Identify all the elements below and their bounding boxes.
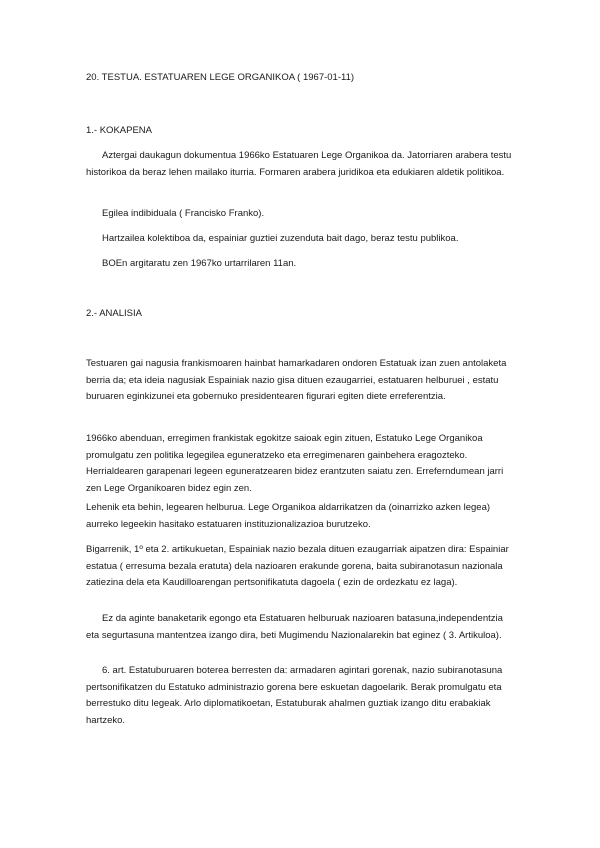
paragraph: Bigarrenik, 1º eta 2. artikukuetan, Espainiak nazio bezala dituen ezaugarriak aipatzen dira: Espainiar estatua ( erresuma bezala eratuta) dela nazioaren erakunde gorena, baita subiranotasun nazionala zatiezina dela eta Kaudilloarengan pertsonifikatuta dagoela ( ezin de ordezkatu ez laga). xyxy=(86,544,509,589)
paragraph: Lehenik eta behin, legearen helburua. Lege Organikoa aldarrikatzen da (oinarrizko azken legea) aurreko legeekin hasitako estatuaren instituzionalizazioa burutzeko. xyxy=(86,502,491,530)
section-heading-kokapena: 1.- KOKAPENA xyxy=(86,125,152,136)
paragraph: 6. art. Estatuburuaren boterea berresten da: armadaren agintari gorenak, nazio subiranotasuna pertsonifikatzen du Estatuko administrazio gorena bere eskuetan dagoelarik. Berak promulgatu eta berrestuko ditu legeak. Arlo diplomatikoetan, Estatuburak ahalmen guztiak izango ditu erabakiak hartzeko. xyxy=(86,665,503,726)
paragraph: Aztergai daukagun dokumentua 1966ko Estatuaren Lege Organikoa da. Jatorriaren arabera testu historikoa da beraz lehen mailako iturria. Formaren arabera juridikoa eta edukiaren aldetik politikoa. xyxy=(86,150,512,178)
paragraph: 1966ko abenduan, erregimen frankistak egokitze saioak egin zituen, Estatuko Lege Organikoa promulgatu zen politika legegilea eguneratzeko eta erregimenaren gainbehera eragozteko. Herrialdearen garapenari legeen eguneratzearen bidez erantzuten saiatu zen. Erreferndumean jarri zen Lege Organikoaren bidez egin zen. xyxy=(86,433,504,494)
paragraph: Testuaren gai nagusia frankismoaren hainbat hamarkadaren ondoren Estatuak izan zuen antolaketa berria da; eta ideia nagusiak Espainiak nazio gisa dituen ezaugarriei, estatuaren helburuei , estatu buruaren eginkizunei eta gobernuko presidentearen figurari egiten diete erreferentzia. xyxy=(86,358,507,403)
document-title: 20. TESTUA. ESTATUAREN LEGE ORGANIKOA ( 1967-01-11) xyxy=(86,72,355,83)
paragraph: BOEn argitaratu zen 1967ko urtarrilaren 11an. xyxy=(102,258,297,269)
section-heading-analisia: 2.- ANALISIA xyxy=(86,308,142,319)
paragraph: Egilea indibiduala ( Francisko Franko). xyxy=(102,208,265,219)
paragraph: Ez da aginte banaketarik egongo eta Estatuaren helburuak nazioaren batasuna,independentzia eta segurtasuna mantentzea izango dira, beti Mugimendu Nazionalarekin bat eginez ( 3. Artikuloa). xyxy=(86,613,503,641)
paragraph: Hartzailea kolektiboa da, espainiar guztiei zuzenduta bait dago, beraz testu publikoa. xyxy=(102,233,459,244)
